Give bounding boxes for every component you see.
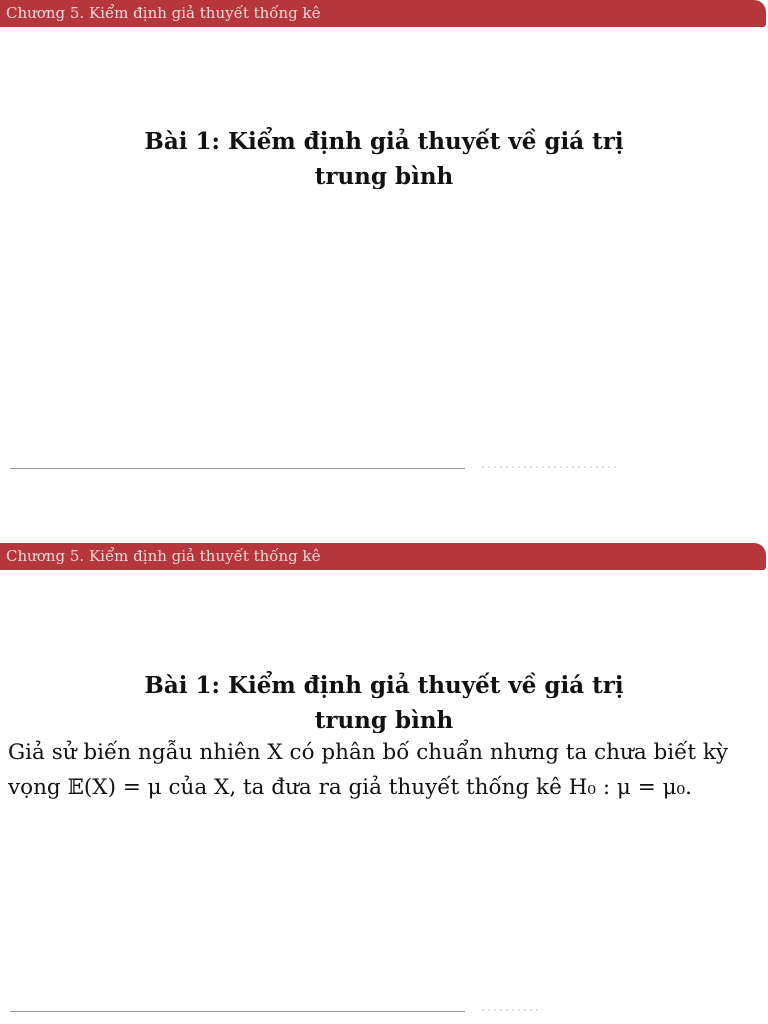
slide-title [0, 124, 768, 194]
slide-title-line: Bài 1: Kiểm định giả thuyết về giá trị [144, 672, 624, 699]
footer-navigation-dots [480, 465, 620, 469]
slide-header-bar: Chương 5. Kiểm định giả thuyết thống kê [0, 0, 766, 27]
slide-header-bar: Chương 5. Kiểm định giả thuyết thống kê [0, 543, 766, 570]
footer-rule [10, 468, 465, 469]
footer-navigation-dots [480, 1008, 540, 1012]
footer-rule [10, 1011, 465, 1012]
slide-title [0, 668, 768, 738]
body-line: Giả sử biến ngẫu nhiên X có phân bố chuẩn nhưng ta chưa biết kỳ [8, 740, 728, 765]
slide-title-line: trung bình [314, 163, 454, 190]
body-line: vọng 𝔼(X) = μ của X, ta đưa ra giả thuyết thống kê H₀ : μ = μ₀. [8, 775, 693, 800]
slide-1 [0, 0, 768, 472]
slide-title-line: trung bình [314, 707, 454, 734]
slide-2 [0, 543, 768, 1015]
slide-title-line: Bài 1: Kiểm định giả thuyết về giá trị [144, 128, 624, 155]
slide-body-text [8, 735, 760, 805]
